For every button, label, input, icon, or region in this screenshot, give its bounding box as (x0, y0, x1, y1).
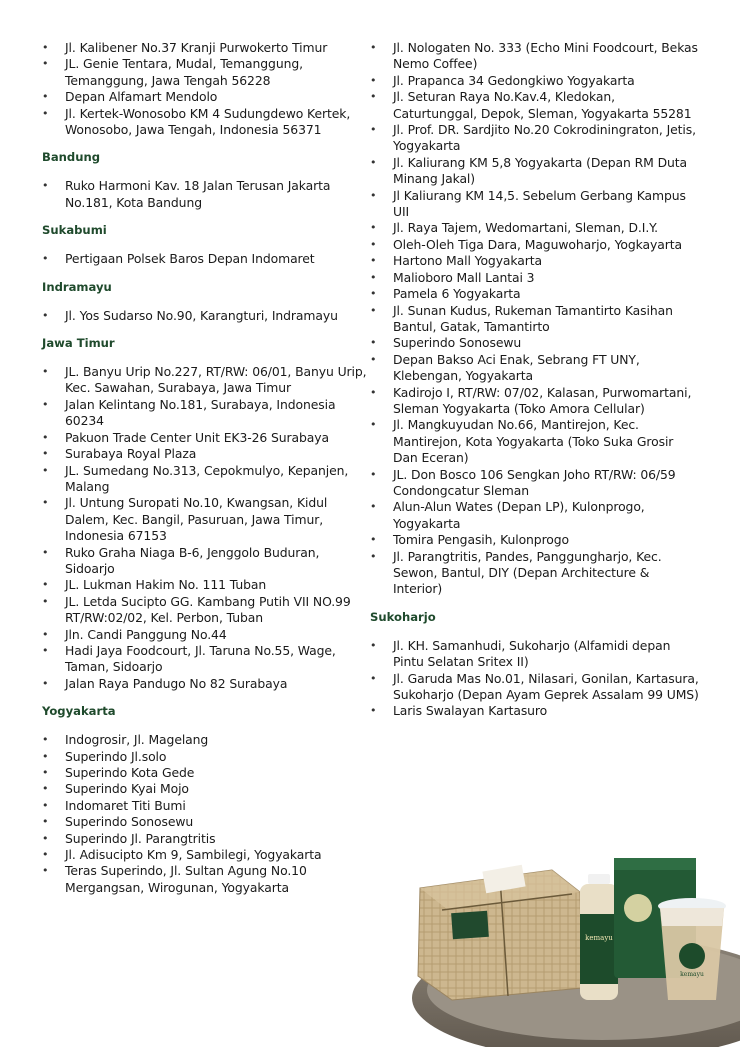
list-item: • Jl Kaliurang KM 14,5. Sebelum Gerbang Kampus UII (370, 188, 700, 221)
list-item: • Ruko Graha Niaga B-6, Jenggolo Buduran, Sidoarjo (42, 545, 372, 578)
list-item: • Ruko Harmoni Kav. 18 Jalan Terusan Jakarta No.181, Kota Bandung (42, 178, 372, 211)
list-item: • Tomira Pengasih, Kulonprogo (370, 532, 700, 548)
cup-label: kemayu (680, 971, 704, 978)
list-item: • Jl. Sunan Kudus, Rukeman Tamantirto Kasihan Bantul, Gatak, Tamantirto (370, 303, 700, 336)
list-item: • Jl. Kalibener No.37 Kranji Purwokerto Timur (42, 40, 372, 56)
heading-sukabumi: Sukabumi (42, 223, 107, 238)
list-item: • Jl. Seturan Raya No.Kav.4, Kledokan, Caturtunggal, Depok, Sleman, Yogyakarta 55281 (370, 89, 700, 122)
list-item: • Jalan Raya Pandugo No 82 Surabaya (42, 676, 372, 692)
list-item: • Indogrosir, Jl. Magelang (42, 732, 372, 748)
list-item: • Malioboro Mall Lantai 3 (370, 270, 700, 286)
list-item: • Superindo Sonosewu (370, 335, 700, 351)
list-sukabumi (42, 251, 372, 267)
list-item: • JL. Banyu Urip No.227, RT/RW: 06/01, Banyu Urip, Kec. Sawahan, Surabaya, Jawa Timur (42, 364, 372, 397)
bottle-label: kemayu (585, 934, 613, 942)
list-item: • Teras Superindo, Jl. Sultan Agung No.10 Mergangsan, Wirogunan, Yogyakarta (42, 863, 372, 896)
heading-indramayu: Indramayu (42, 279, 112, 294)
list-item: • Jl. Kertek-Wonosobo KM 4 Sudungdewo Kertek, Wonosobo, Jawa Tengah, Indonesia 56371 (42, 106, 372, 139)
list-item: • Superindo Jl. Parangtritis (42, 831, 372, 847)
bamboo-basket-icon (418, 865, 582, 1000)
list-item: • Jl. Kaliurang KM 5,8 Yogyakarta (Depan RM Duta Minang Jakal) (370, 155, 700, 188)
list-item: • Jl. Yos Sudarso No.90, Karangturi, Indramayu (42, 308, 372, 324)
list-item: • Surabaya Royal Plaza (42, 446, 372, 462)
list-jawa-timur (42, 364, 372, 692)
list-item: • Hartono Mall Yogyakarta (370, 253, 700, 269)
list-item: • Superindo Kota Gede (42, 765, 372, 781)
left-column (42, 40, 372, 896)
heading-bandung: Bandung (42, 150, 101, 165)
list-left-top (42, 40, 372, 138)
list-item: • JL. Letda Sucipto GG. Kambang Putih VII NO.99 RT/RW:02/02, Kel. Perbon, Tuban (42, 594, 372, 627)
list-item: • Pakuon Trade Center Unit EK3-26 Surabaya (42, 430, 372, 446)
list-item: • Jl. Untung Suropati No.10, Kwangsan, Kidul Dalem, Kec. Bangil, Pasuruan, Jawa Timur, Indonesia 67153 (42, 495, 372, 544)
product-photo (412, 848, 740, 1047)
list-item: • Pertigaan Polsek Baros Depan Indomaret (42, 251, 372, 267)
list-item: • Laris Swalayan Kartasuro (370, 703, 700, 719)
list-item: • Indomaret Titi Bumi (42, 798, 372, 814)
list-item: • Jln. Candi Panggung No.44 (42, 627, 372, 643)
list-item: • Superindo Sonosewu (42, 814, 372, 830)
list-item: • Jl. Nologaten No. 333 (Echo Mini Foodcourt, Bekas Nemo Coffee) (370, 40, 700, 73)
list-item: • Superindo Jl.solo (42, 749, 372, 765)
list-item: • Pamela 6 Yogyakarta (370, 286, 700, 302)
list-item: • Oleh-Oleh Tiga Dara, Maguwoharjo, Yogkayarta (370, 237, 700, 253)
list-bandung (42, 178, 372, 211)
list-item: • Kadirojo I, RT/RW: 07/02, Kalasan, Purwomartani, Sleman Yogyakarta (Toko Amora Cellular) (370, 385, 700, 418)
bottle-icon (580, 874, 618, 1000)
list-item: • JL. Lukman Hakim No. 111 Tuban (42, 577, 372, 593)
cup-icon (658, 898, 726, 1000)
list-item: • JL. Genie Tentara, Mudal, Temanggung, Temanggung, Jawa Tengah 56228 (42, 56, 372, 89)
list-item: • Hadi Jaya Foodcourt, Jl. Taruna No.55, Wage, Taman, Sidoarjo (42, 643, 372, 676)
list-item: • Jl. Garuda Mas No.01, Nilasari, Gonilan, Kartasura, Sukoharjo (Depan Ayam Geprek Assalam 99 UMS) (370, 671, 700, 704)
list-item: • Jl. Prof. DR. Sardjito No.20 Cokrodiningraton, Jetis, Yogyakarta (370, 122, 700, 155)
heading-yogyakarta: Yogyakarta (42, 704, 116, 719)
list-item: • Jl. Adisucipto Km 9, Sambilegi, Yogyakarta (42, 847, 372, 863)
list-yogyakarta (42, 732, 372, 896)
right-column (370, 40, 700, 720)
heading-sukoharjo: Sukoharjo (370, 609, 436, 624)
list-item: • Depan Bakso Aci Enak, Sebrang FT UNY, Klebengan, Yogyakarta (370, 352, 700, 385)
list-item: • Jl. Parangtritis, Pandes, Panggungharjo, Kec. Sewon, Bantul, DIY (Depan Architecture & Interior) (370, 549, 700, 598)
list-item: • Superindo Kyai Mojo (42, 781, 372, 797)
list-sukoharjo (370, 638, 700, 720)
list-indramayu (42, 308, 372, 324)
heading-jawa-timur: Jawa Timur (42, 336, 115, 351)
list-item: • Jl. Prapanca 34 Gedongkiwo Yogyakarta (370, 73, 700, 89)
list-item: • JL. Sumedang No.313, Cepokmulyo, Kepanjen, Malang (42, 463, 372, 496)
list-item: • Jl. Raya Tajem, Wedomartani, Sleman, D.I.Y. (370, 220, 700, 236)
list-item: • Jl. Mangkuyudan No.66, Mantirejon, Kec. Mantirejon, Kota Yogyakarta (Toko Suka Grosir Dan Eceran) (370, 417, 700, 466)
list-item: • Jalan Kelintang No.181, Surabaya, Indonesia 60234 (42, 397, 372, 430)
list-item: • JL. Don Bosco 106 Sengkan Joho RT/RW: 06/59 Condongcatur Sleman (370, 467, 700, 500)
list-item: • Depan Alfamart Mendolo (42, 89, 372, 105)
list-item: • Alun-Alun Wates (Depan LP), Kulonprogo, Yogyakarta (370, 499, 700, 532)
list-right-top (370, 40, 700, 598)
list-item: • Jl. KH. Samanhudi, Sukoharjo (Alfamidi depan Pintu Selatan Sritex II) (370, 638, 700, 671)
